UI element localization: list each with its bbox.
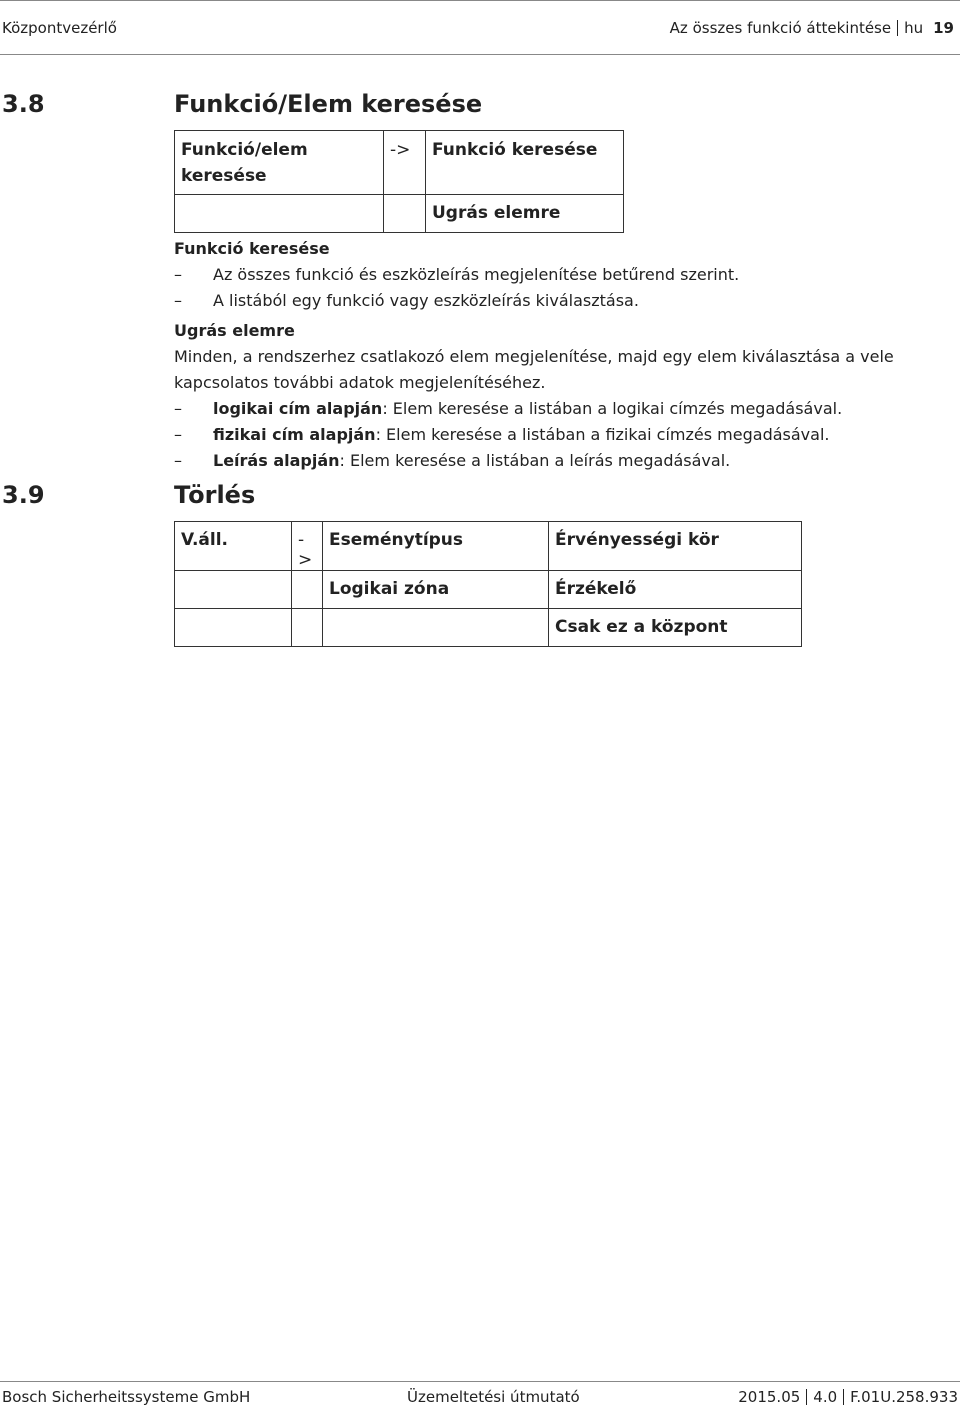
menu-cell-search bbox=[175, 131, 384, 195]
footer-date: 2015.05 bbox=[738, 1388, 801, 1406]
footer-company: Bosch Sicherheitssysteme GmbH bbox=[2, 1388, 251, 1406]
menu-arrow: -> bbox=[292, 522, 323, 571]
menu-cell-status: V.áll. bbox=[175, 522, 292, 571]
jump-option-item bbox=[174, 422, 934, 448]
jump-option-label: Leírás alapján bbox=[213, 451, 340, 470]
menu-empty-cell bbox=[175, 571, 292, 609]
jump-option-text: : Elem keresése a listában a leírás megadásával. bbox=[339, 451, 731, 470]
footer-version: 4.0 bbox=[813, 1388, 838, 1406]
menu-item-scope: Érvényességi kör bbox=[549, 522, 802, 571]
function-search-heading: Funkció keresése bbox=[174, 239, 330, 258]
search-menu-table bbox=[174, 130, 624, 233]
menu-cell-search-line1: Funkció/elem bbox=[181, 140, 308, 160]
menu-empty-cell bbox=[292, 609, 323, 647]
menu-empty-cell bbox=[292, 571, 323, 609]
function-search-item: – A listából egy funkció vagy eszközleírás kiválasztása. bbox=[174, 288, 934, 314]
menu-empty-cell bbox=[175, 195, 384, 233]
header-bottom-rule bbox=[0, 54, 960, 55]
jump-to-element-heading: Ugrás elemre bbox=[174, 321, 295, 340]
menu-item-this-panel-only: Csak ez a központ bbox=[549, 609, 802, 647]
menu-item-detector: Érzékelő bbox=[549, 571, 802, 609]
section-3-8-title: Funkció/Elem keresése bbox=[174, 90, 483, 118]
header-section-info bbox=[670, 19, 954, 37]
menu-empty-cell bbox=[323, 609, 549, 647]
jump-to-element-description: Minden, a rendszerhez csatlakozó elem megjelenítése, majd egy elem kiválasztása a vele kapcsolatos további adatok megjelenítéséhez. bbox=[174, 347, 894, 392]
menu-cell-search-line2: keresése bbox=[181, 166, 267, 186]
menu-item-function-search: Funkció keresése bbox=[426, 131, 624, 195]
section-3-8-body bbox=[174, 236, 934, 474]
footer-document-type: Üzemeltetési útmutató bbox=[407, 1388, 580, 1406]
header-section-title: Az összes funkció áttekintése bbox=[669, 19, 892, 37]
footer-separator bbox=[843, 1389, 844, 1405]
header-language: hu bbox=[904, 19, 924, 37]
section-3-9-number: 3.9 bbox=[2, 481, 45, 509]
menu-arrow: -> bbox=[384, 131, 426, 195]
menu-item-jump-to-element: Ugrás elemre bbox=[426, 195, 624, 233]
section-3-9-title: Törlés bbox=[174, 481, 256, 509]
footer-doc-code: F.01U.258.933 bbox=[850, 1388, 958, 1406]
jump-option-label: fizikai cím alapján bbox=[213, 425, 376, 444]
jump-option-text: : Elem keresése a listában a fizikai címzés megadásával. bbox=[375, 425, 830, 444]
menu-empty-cell bbox=[384, 195, 426, 233]
header-separator bbox=[897, 20, 898, 36]
menu-empty-cell bbox=[175, 609, 292, 647]
header-top-rule bbox=[0, 0, 960, 1]
function-search-item: – Az összes funkció és eszközleírás megjelenítése betűrend szerint. bbox=[174, 262, 934, 288]
jump-option-label: logikai cím alapján bbox=[213, 399, 383, 418]
footer-doc-info bbox=[738, 1388, 958, 1406]
footer-rule bbox=[0, 1381, 960, 1382]
jump-option-item bbox=[174, 448, 934, 474]
header-chapter: Központvezérlő bbox=[2, 19, 117, 37]
jump-option-item bbox=[174, 396, 934, 422]
menu-item-event-type: Eseménytípus bbox=[323, 522, 549, 571]
section-3-8-number: 3.8 bbox=[2, 90, 45, 118]
page-number: 19 bbox=[933, 19, 954, 37]
jump-option-text: : Elem keresése a listában a logikai címzés megadásával. bbox=[382, 399, 843, 418]
footer-separator bbox=[806, 1389, 807, 1405]
delete-menu-table bbox=[174, 521, 802, 647]
menu-item-logical-zone: Logikai zóna bbox=[323, 571, 549, 609]
